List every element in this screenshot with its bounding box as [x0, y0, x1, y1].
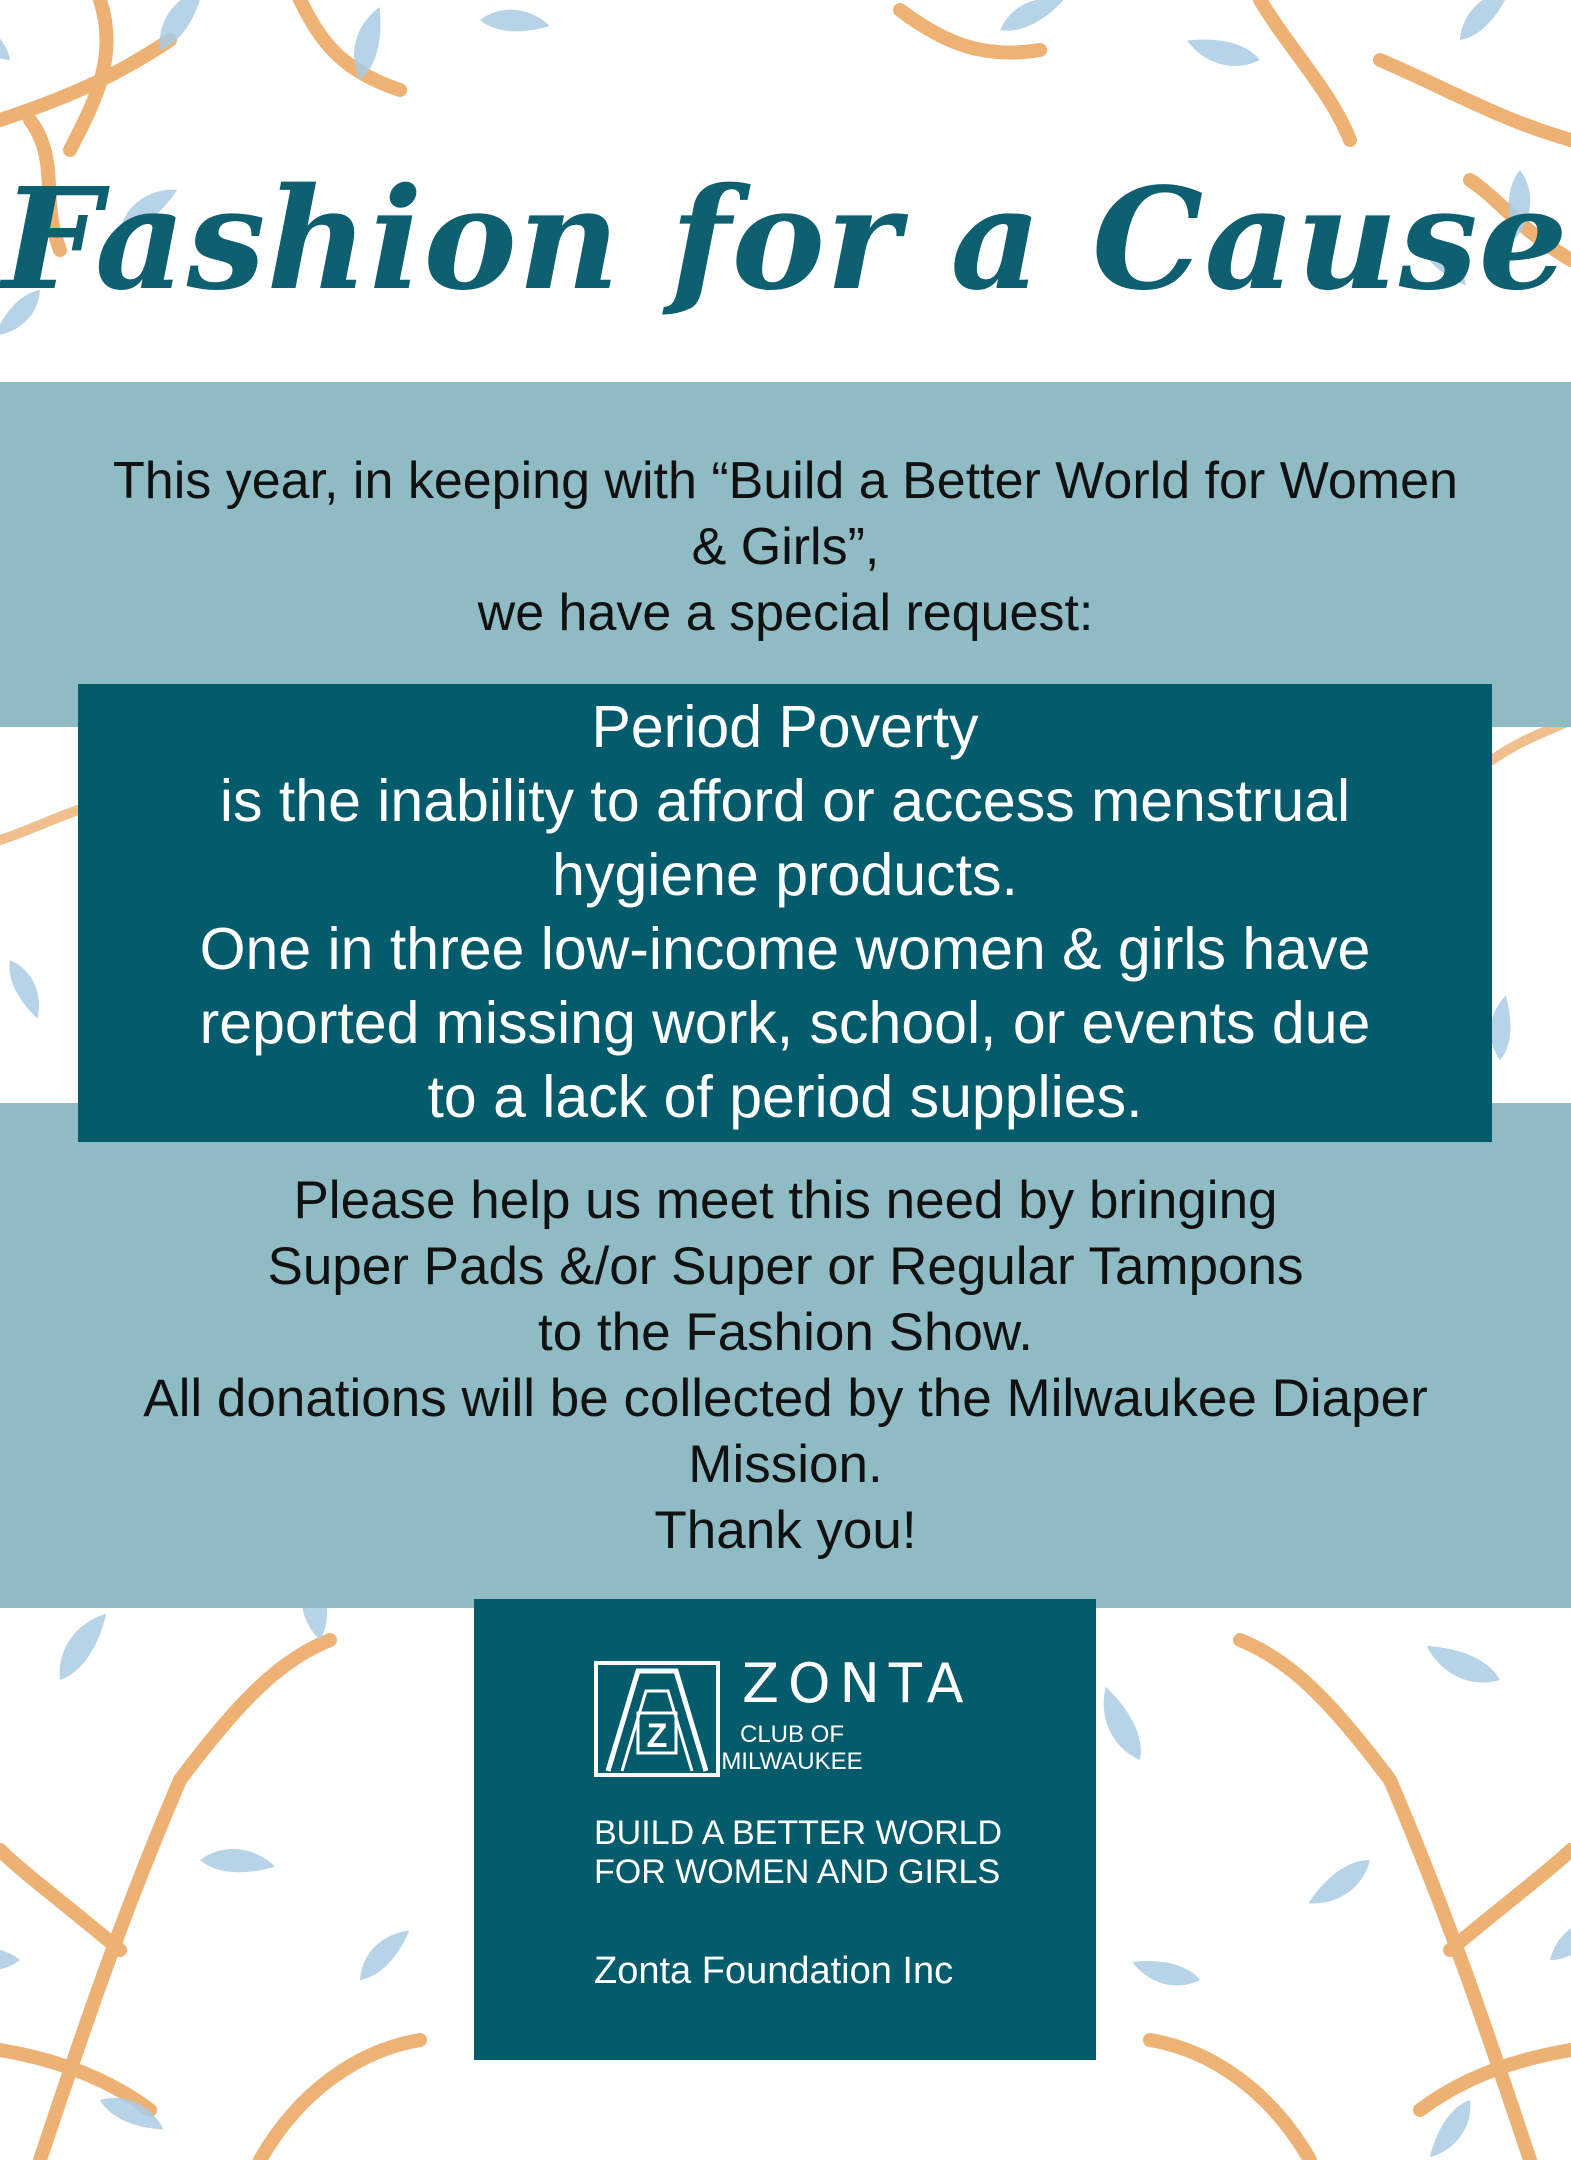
request-line: Please help us meet this need by bringing	[293, 1171, 1278, 1230]
tagline-line-2: FOR WOMEN AND GIRLS	[594, 1853, 1001, 1891]
highlight-line: reported missing work, school, or events due	[199, 990, 1371, 1056]
foundation-name: Zonta Foundation Inc	[594, 1950, 954, 1992]
period-poverty-box	[78, 684, 1492, 1142]
zonta-logo-box	[474, 1599, 1096, 2060]
emblem-letter: Z	[646, 1717, 668, 1755]
highlight-heading: Period Poverty	[591, 694, 979, 760]
poster-title: Fashion for a Cause	[2, 158, 1569, 322]
club-city-label: MILWAUKEE	[721, 1748, 863, 1775]
request-line: Mission.	[688, 1435, 883, 1494]
intro-line: & Girls”,	[691, 518, 880, 576]
tagline-line-1: BUILD A BETTER WORLD	[594, 1814, 1003, 1852]
org-name: ZONTA	[742, 1652, 973, 1715]
request-text	[0, 1168, 1571, 1564]
request-line: All donations will be collected by the Milwaukee Diaper	[143, 1369, 1428, 1428]
branch-bottom-left	[0, 1640, 420, 2160]
highlight-line: One in three low-income women & girls have	[199, 916, 1371, 982]
intro-line: This year, in keeping with “Build a Better World for Women	[113, 452, 1458, 510]
branch-bottom-right	[1150, 1640, 1571, 2160]
intro-line: we have a special request:	[477, 584, 1094, 642]
club-of-label: CLUB OF	[739, 1721, 844, 1748]
highlight-line: is the inability to afford or access menstrual	[219, 768, 1351, 834]
request-line: to the Fashion Show.	[538, 1303, 1033, 1362]
highlight-line: to a lack of period supplies.	[427, 1064, 1143, 1130]
highlight-line: hygiene products.	[552, 842, 1018, 908]
thank-you-line: Thank you!	[654, 1501, 917, 1560]
request-line: Super Pads &/or Super or Regular Tampons	[267, 1237, 1304, 1296]
intro-text	[0, 448, 1571, 646]
